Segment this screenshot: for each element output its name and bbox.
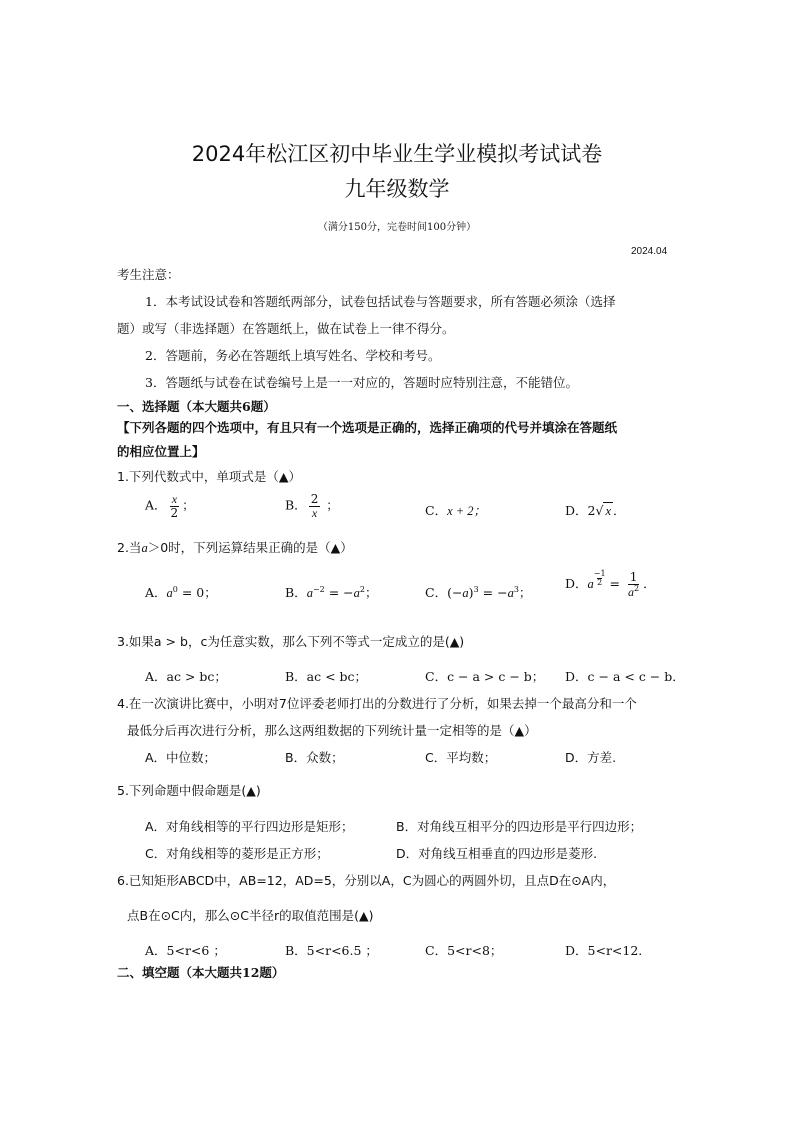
notice-item-1-line-2: 题）或写（非选择题）在答题纸上，做在试卷上一律不得分。 bbox=[117, 321, 455, 336]
q4-option-d: D．方差. bbox=[565, 750, 617, 765]
notice-item-3: 3．答题纸与试卷在试卷编号上是一一对应的，答题时应特别注意，不能错位。 bbox=[145, 375, 578, 390]
q5-option-a: A．对角线相等的平行四边形是矩形； bbox=[145, 819, 354, 834]
q1-option-c: C．x + 2； bbox=[425, 503, 487, 518]
q4-stem-line-1: 4.在一次演讲比赛中，小明对7位评委老师打出的分数进行了分析，如果去掉一个最高分和一个 bbox=[117, 696, 637, 711]
q5-option-d: D．对角线互相垂直的四边形是菱形. bbox=[396, 846, 598, 861]
section-2-heading: 二、填空题（本大题共12题） bbox=[117, 965, 285, 980]
q6-option-d: D．5<r<12. bbox=[565, 943, 643, 958]
q4-option-c: C．平均数； bbox=[425, 750, 497, 765]
q1-option-d: D．2√ x ． bbox=[565, 503, 626, 518]
q6-stem-line-2: 点B在⊙C内，那么⊙C半径r的取值范围是(▲) bbox=[127, 908, 374, 923]
q2-option-d: D．a $^{\frac{-1}{2}}$ = $\frac{1}{a^2}$ ． bbox=[565, 569, 656, 599]
q2-option-c: C．$(-a)^3 = -a^3$； bbox=[425, 584, 532, 600]
q2-option-a: A．$a^0 = 0$； bbox=[145, 584, 217, 600]
q3-option-a: A．ac > bc； bbox=[145, 669, 227, 684]
exam-note: （满分150分，完卷时间100分钟） bbox=[317, 222, 477, 233]
exam-title: 2024年松江区初中毕业生学业模拟考试试卷 bbox=[191, 142, 603, 166]
section-1-instruction-line-2: 的相应位置上】 bbox=[117, 444, 205, 459]
section-1-instruction-line-1: 【下列各题的四个选项中，有且只有一个选项是正确的，选择正确项的代号并填涂在答题纸 bbox=[117, 420, 618, 435]
notice-item-2: 2．答题前，务必在答题纸上填写姓名、学校和考号。 bbox=[145, 348, 441, 363]
q3-option-b: B．ac < bc； bbox=[285, 669, 368, 684]
exam-date: 2024.04 bbox=[631, 246, 668, 257]
q4-stem-line-2: 最低分后再次进行分析，那么这两组数据的下列统计量一定相等的是（▲） bbox=[127, 723, 537, 738]
q1-stem: 1.下列代数式中，单项式是（▲） bbox=[117, 469, 302, 484]
notice-heading: 考生注意： bbox=[117, 267, 180, 282]
q5-option-b: B．对角线互相平分的四边形是平行四边形； bbox=[396, 819, 643, 834]
q2-stem: 2.当a＞0时，下列运算结果正确的是（▲） bbox=[117, 540, 353, 555]
q5-stem: 5.下列命题中假命题是(▲) bbox=[117, 783, 261, 798]
q2-option-b: B．$a^{-2} = -a^2$； bbox=[285, 584, 378, 600]
q1-option-a: A． $\frac{x}{2}$ ； bbox=[145, 492, 195, 520]
q6-stem-line-1: 6.已知矩形ABCD中，AB=12，AD=5，分别以A，C为圆心的两圆外切，且点D在⊙A内， bbox=[117, 873, 616, 888]
q6-option-b: B．5<r<6.5 ； bbox=[285, 943, 378, 958]
q6-option-c: C．5<r<8； bbox=[425, 943, 503, 958]
q3-option-d: D．c − a < c − b． bbox=[565, 669, 685, 684]
q5-option-c: C．对角线相等的菱形是正方形； bbox=[145, 846, 329, 861]
q3-option-c: C．c − a > c − b； bbox=[425, 669, 545, 684]
notice-item-1-line-1: 1．本考试设试卷和答题纸两部分，试卷包括试卷与答题要求，所有答题必须涂（选择 bbox=[145, 294, 616, 309]
exam-subtitle: 九年级数学 bbox=[344, 177, 450, 201]
q1-option-b: B． $\frac{2}{x}$ ； bbox=[285, 492, 339, 520]
q6-option-a: A．5<r<6 ； bbox=[145, 943, 226, 958]
section-1-heading: 一、选择题（本大题共6题） bbox=[117, 399, 276, 414]
q3-stem: 3.如果a > b，c为任意实数，那么下列不等式一定成立的是(▲) bbox=[117, 634, 465, 649]
q4-option-a: A．中位数； bbox=[145, 750, 217, 765]
q4-option-b: B．众数； bbox=[285, 750, 344, 765]
